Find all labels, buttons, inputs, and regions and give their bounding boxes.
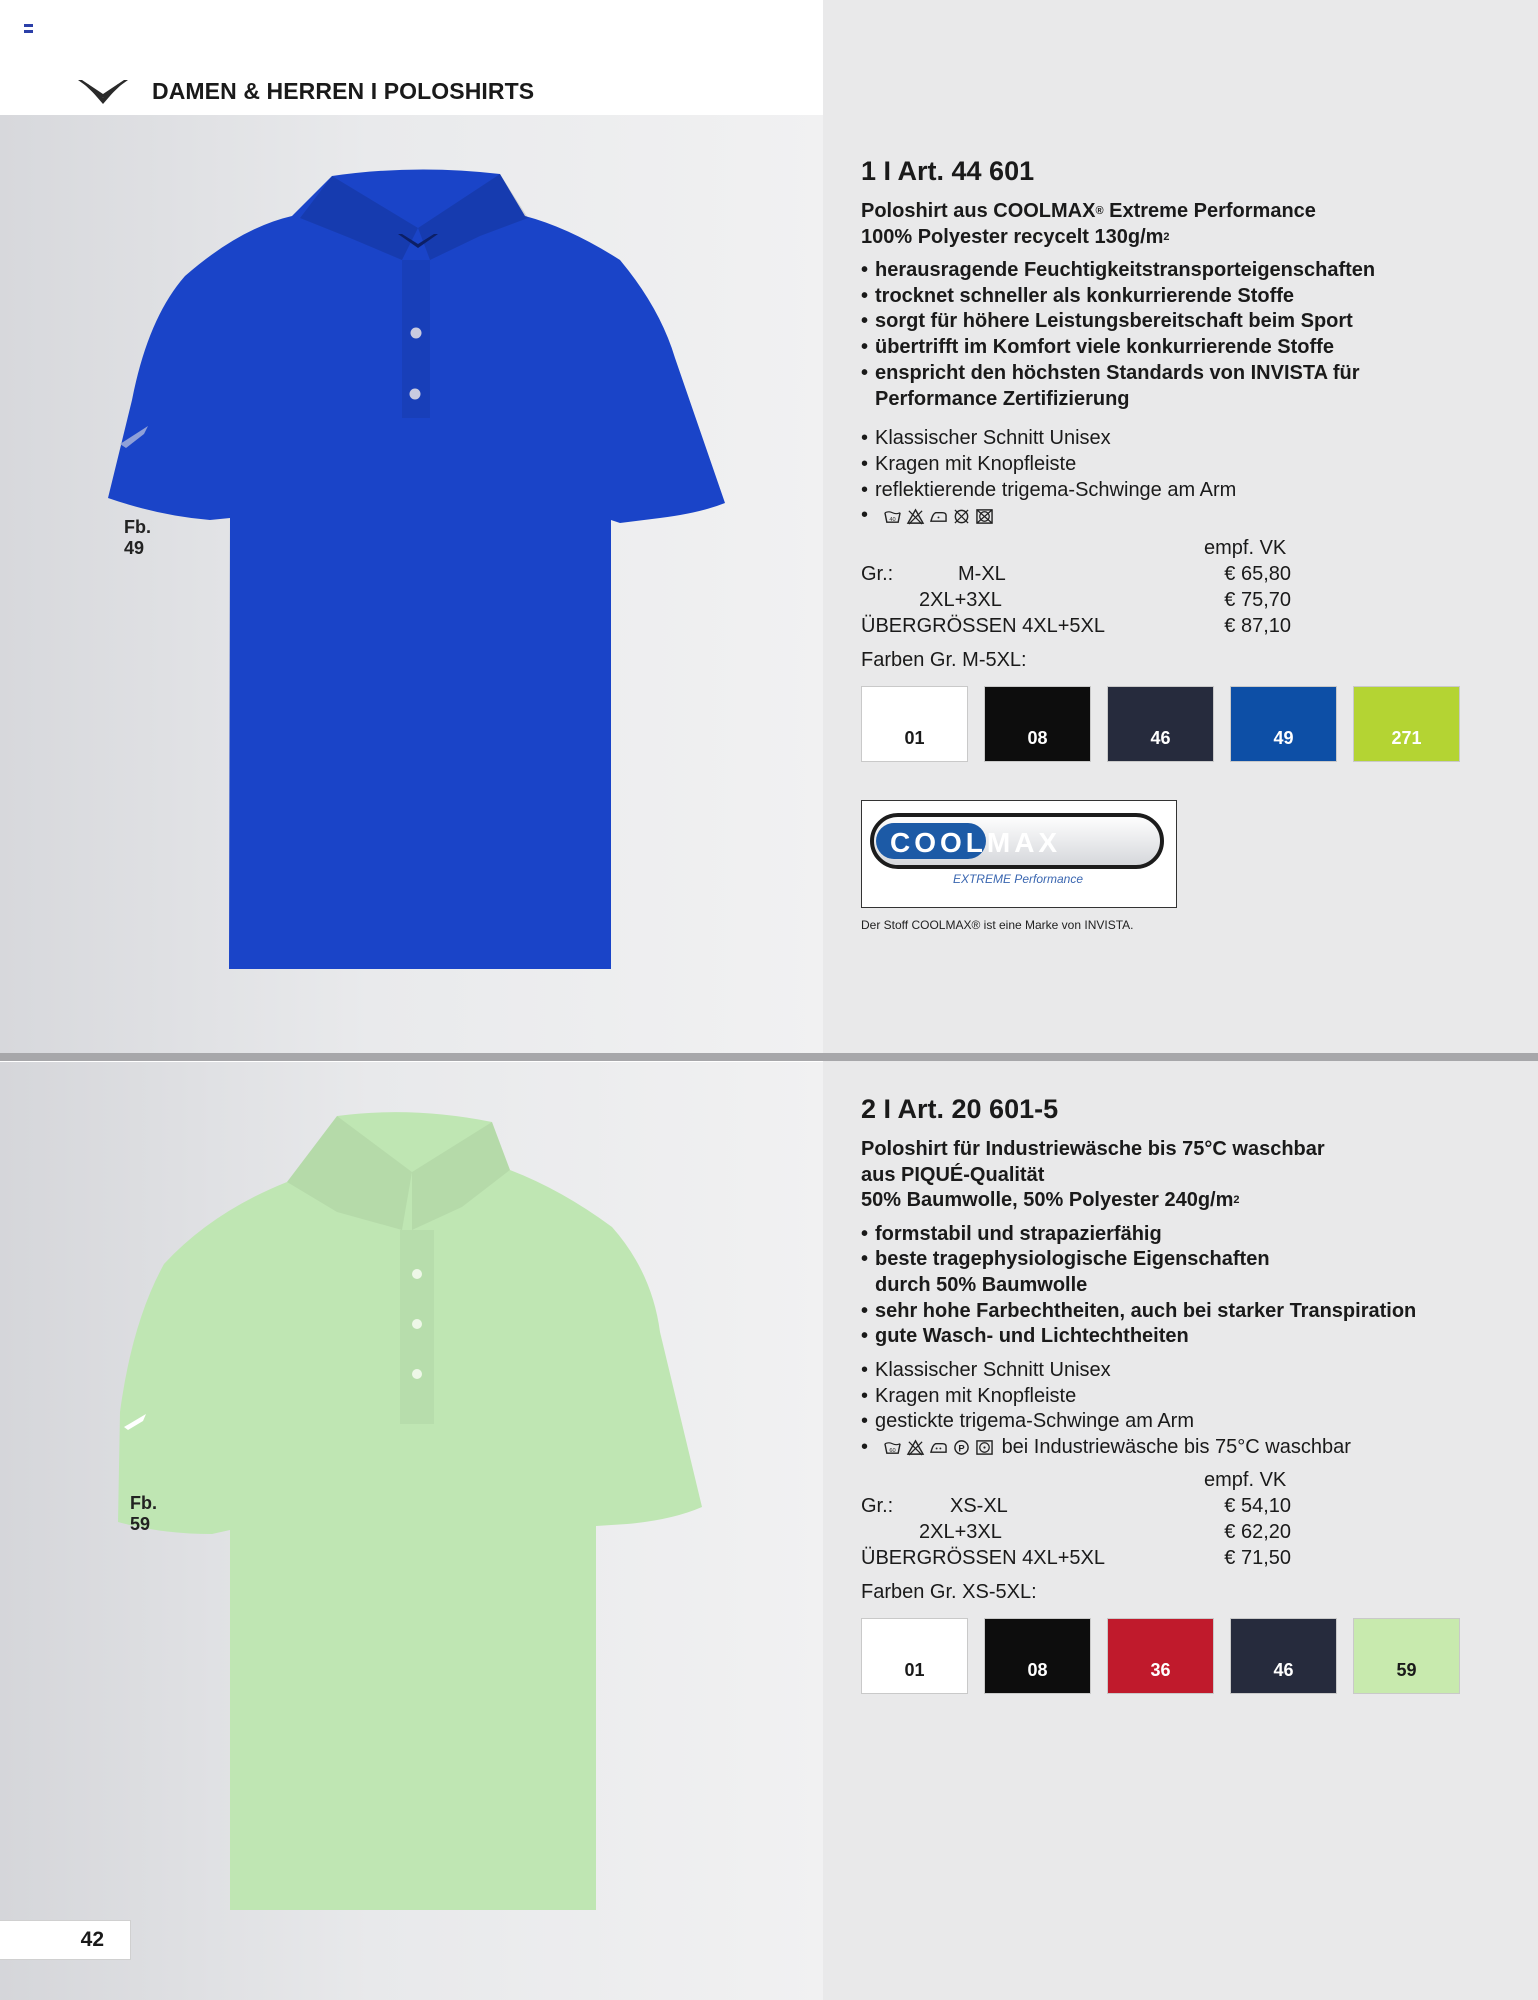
product2-details bbox=[861, 1358, 1501, 1461]
superscript: 2 bbox=[1163, 230, 1170, 243]
iron-icon bbox=[929, 1439, 948, 1456]
wash-40-icon bbox=[883, 508, 902, 525]
dry-clean-p-icon bbox=[952, 1439, 971, 1456]
size-range: XS-XL bbox=[950, 1494, 1008, 1517]
fb-number: 59 bbox=[130, 1514, 151, 1534]
button-icon bbox=[412, 1369, 422, 1379]
product1-article-title: 1 I Art. 44 601 bbox=[861, 156, 1035, 186]
price-header: empf. VK bbox=[1204, 537, 1287, 560]
product1-color-swatches bbox=[861, 686, 1501, 762]
price-value: € 75,70 bbox=[1224, 589, 1291, 612]
product2-info bbox=[861, 1094, 1501, 1694]
no-bleach-icon bbox=[906, 508, 925, 525]
color-swatch[interactable] bbox=[1230, 1618, 1337, 1694]
button-icon bbox=[411, 328, 422, 339]
button-icon bbox=[410, 389, 421, 400]
coolmax-note: Der Stoff COOLMAX® ist eine Marke von INVISTA. bbox=[861, 918, 1134, 933]
list-item: • gestickte trigema-Schwinge am Arm bbox=[861, 1409, 1501, 1435]
color-swatch[interactable] bbox=[1353, 1618, 1460, 1694]
size-range: M-XL bbox=[958, 563, 1006, 586]
product2-features bbox=[861, 1222, 1501, 1351]
product2-article-title: 2 I Art. 20 601-5 bbox=[861, 1094, 1059, 1124]
product1-color-label bbox=[124, 517, 151, 559]
flag-icon bbox=[24, 24, 33, 33]
price-header: empf. VK bbox=[1204, 1468, 1287, 1491]
list-item: • beste tragephysiologische Eigenschaften durch 50% Baumwolle bbox=[861, 1247, 1301, 1298]
no-tumble-dry-icon bbox=[975, 508, 994, 525]
color-swatch[interactable] bbox=[1353, 686, 1460, 762]
swatch-code: 271 bbox=[1391, 728, 1422, 749]
size-label: ÜBERGRÖSSEN 4XL+5XL bbox=[861, 615, 1105, 638]
list-item: • Kragen mit Knopfleiste bbox=[861, 452, 1501, 478]
coolmax-logo-icon bbox=[862, 801, 1175, 906]
trigema-wing-logo-icon bbox=[76, 76, 130, 106]
product2-colors-label: Farben Gr. XS-5XL: bbox=[861, 1580, 1037, 1603]
desc-text: Extreme Performance bbox=[1103, 200, 1316, 222]
color-swatch[interactable] bbox=[984, 686, 1091, 762]
swatch-code: 36 bbox=[1150, 1659, 1171, 1680]
list-item: • herausragende Feuchtigkeitstransporteigenschaften bbox=[861, 258, 1501, 284]
price-value: € 71,50 bbox=[1224, 1546, 1291, 1569]
desc-text: Poloshirt aus COOLMAX bbox=[861, 200, 1096, 222]
product2-color-swatches bbox=[861, 1618, 1501, 1694]
fb-number: 49 bbox=[124, 538, 145, 558]
svg-text:60: • 60 bbox=[888, 1448, 896, 1455]
price-value: € 54,10 bbox=[1224, 1494, 1291, 1517]
iron-icon bbox=[929, 508, 948, 525]
price-value: € 87,10 bbox=[1224, 615, 1291, 638]
size-range: 2XL+3XL bbox=[919, 1520, 1002, 1543]
product1-details bbox=[861, 426, 1501, 529]
list-item: • gute Wasch- und Lichtechtheiten bbox=[861, 1324, 1501, 1350]
desc-text: aus PIQUÉ-Qualität bbox=[861, 1163, 1045, 1186]
list-item: • Kragen mit Knopfleiste bbox=[861, 1384, 1501, 1410]
coolmax-logo bbox=[861, 800, 1177, 908]
swatch-code: 08 bbox=[1027, 728, 1048, 749]
coolmax-sub: EXTREME Performance bbox=[952, 872, 1084, 887]
button-icon bbox=[412, 1269, 422, 1279]
list-item: • sorgt für höhere Leistungsbereitschaft beim Sport bbox=[861, 309, 1501, 335]
fb-label-text: Fb. bbox=[130, 1493, 157, 1513]
page-title: DAMEN & HERREN I POLOSHIRTS bbox=[152, 77, 535, 104]
size-label: ÜBERGRÖSSEN 4XL+5XL bbox=[861, 1546, 1105, 1569]
color-swatch[interactable] bbox=[1107, 686, 1214, 762]
coolmax-wordmark: COOLMAX bbox=[890, 827, 1062, 859]
fb-label-text: Fb. bbox=[124, 517, 151, 537]
desc-text: 50% Baumwolle, 50% Polyester 240g/m bbox=[861, 1189, 1234, 1211]
no-bleach-icon bbox=[906, 1439, 925, 1456]
product2-color-label bbox=[130, 1493, 157, 1535]
svg-text:40: • 40 bbox=[888, 516, 896, 523]
swatch-code: 59 bbox=[1396, 1659, 1417, 1680]
list-item: • Klassischer Schnitt Unisex bbox=[861, 1358, 1501, 1384]
desc-text: 100% Polyester recycelt 130g/m bbox=[861, 225, 1164, 248]
swatch-code: 49 bbox=[1273, 728, 1294, 749]
list-item: • Klassischer Schnitt Unisex bbox=[861, 426, 1501, 452]
tumble-dry-icon bbox=[975, 1439, 994, 1456]
list-item: • reflektierende trigema-Schwinge am Arm bbox=[861, 478, 1501, 504]
svg-text:P: P bbox=[957, 1443, 965, 1455]
list-item: • sehr hohe Farbechtheiten, auch bei starker Transpiration bbox=[861, 1299, 1501, 1325]
swatch-code: 01 bbox=[904, 1659, 925, 1680]
color-swatch[interactable] bbox=[984, 1618, 1091, 1694]
page-header bbox=[76, 76, 534, 106]
color-swatch[interactable] bbox=[861, 1618, 968, 1694]
product1-info bbox=[861, 156, 1501, 932]
color-swatch[interactable] bbox=[1107, 1618, 1214, 1694]
product2-shirt-image bbox=[112, 1112, 712, 1912]
product1-price-table bbox=[861, 535, 1501, 645]
desc-text: Poloshirt für Industriewäsche bis 75°C waschbar bbox=[861, 1138, 1325, 1160]
swatch-code: 08 bbox=[1027, 1659, 1048, 1680]
button-icon bbox=[412, 1319, 422, 1329]
size-label: Gr.: bbox=[861, 563, 894, 586]
care-symbols-row bbox=[861, 1435, 1501, 1461]
product1-description bbox=[861, 199, 1501, 250]
list-item: • trocknet schneller als konkurrierende Stoffe bbox=[861, 284, 1501, 310]
wash-75-icon bbox=[883, 1439, 902, 1456]
size-label: Gr.: bbox=[861, 1494, 894, 1517]
swatch-code: 46 bbox=[1150, 728, 1171, 749]
registered-mark: ® bbox=[1095, 205, 1104, 217]
product1-features bbox=[861, 258, 1501, 412]
superscript: 2 bbox=[1233, 1194, 1240, 1206]
product1-colors-label: Farben Gr. M-5XL: bbox=[861, 649, 1027, 672]
page-number: 42 bbox=[0, 1920, 131, 1960]
care-symbols-row bbox=[861, 503, 1501, 529]
list-item: • übertrifft im Komfort viele konkurrierende Stoffe bbox=[861, 335, 1501, 361]
price-value: € 65,80 bbox=[1224, 563, 1291, 586]
section-divider bbox=[0, 1053, 1538, 1061]
swatch-code: 01 bbox=[904, 728, 925, 749]
list-item: • formstabil und strapazierfähig bbox=[861, 1222, 1501, 1248]
list-item: • enspricht den höchsten Standards von INVISTA für Performance Zertifizierung bbox=[861, 361, 1361, 412]
size-range: 2XL+3XL bbox=[919, 589, 1002, 612]
color-swatch[interactable] bbox=[861, 686, 968, 762]
care-note: bei Industriewäsche bis 75°C waschbar bbox=[1001, 1436, 1351, 1459]
product2-price-table bbox=[861, 1467, 1501, 1577]
price-value: € 62,20 bbox=[1224, 1520, 1291, 1543]
no-dry-clean-icon bbox=[952, 508, 971, 525]
swatch-code: 46 bbox=[1273, 1659, 1294, 1680]
color-swatch[interactable] bbox=[1230, 686, 1337, 762]
product1-shirt-image bbox=[100, 168, 730, 973]
product2-description bbox=[861, 1137, 1501, 1214]
